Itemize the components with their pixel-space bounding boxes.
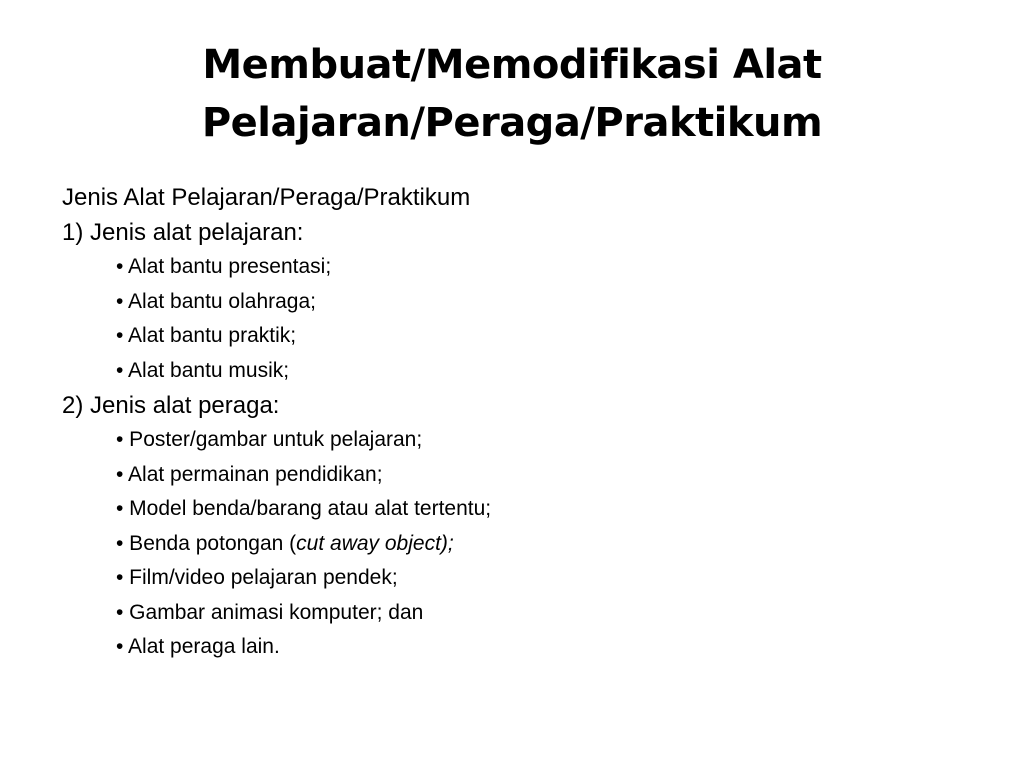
slide-title-line-1: Membuat/Memodifikasi Alat	[202, 42, 822, 88]
intro-text: Jenis Alat Pelajaran/Peraga/Praktikum	[62, 184, 471, 211]
list-item: • Alat bantu praktik;	[116, 324, 297, 347]
list-item: • Poster/gambar untuk pelajaran;	[116, 428, 423, 451]
list-item: • Film/video pelajaran pendek;	[116, 566, 398, 589]
list-item: • Alat peraga lain.	[116, 635, 280, 658]
list-item-italic-text: cut away object);	[296, 531, 454, 555]
list-item: • Alat bantu musik;	[116, 358, 290, 382]
list-item: • Model benda/barang atau alat tertentu;	[116, 497, 492, 520]
list-item: • Alat bantu presentasi;	[116, 255, 332, 278]
slide-title	[60, 36, 964, 152]
slide-body	[62, 180, 962, 665]
list-item: • Gambar animasi komputer; dan	[116, 600, 424, 624]
list-item-text: • Benda potongan (	[116, 531, 297, 555]
list-item: • Alat permainan pendidikan;	[116, 462, 383, 486]
list-item: • Alat bantu olahraga;	[116, 289, 317, 313]
slide-title-line-2: Pelajaran/Peraga/Praktikum	[201, 100, 823, 146]
list-item	[62, 527, 962, 562]
section-2-heading: 2) Jenis alat peraga:	[62, 392, 280, 419]
section-1-heading: 1) Jenis alat pelajaran:	[62, 219, 304, 246]
